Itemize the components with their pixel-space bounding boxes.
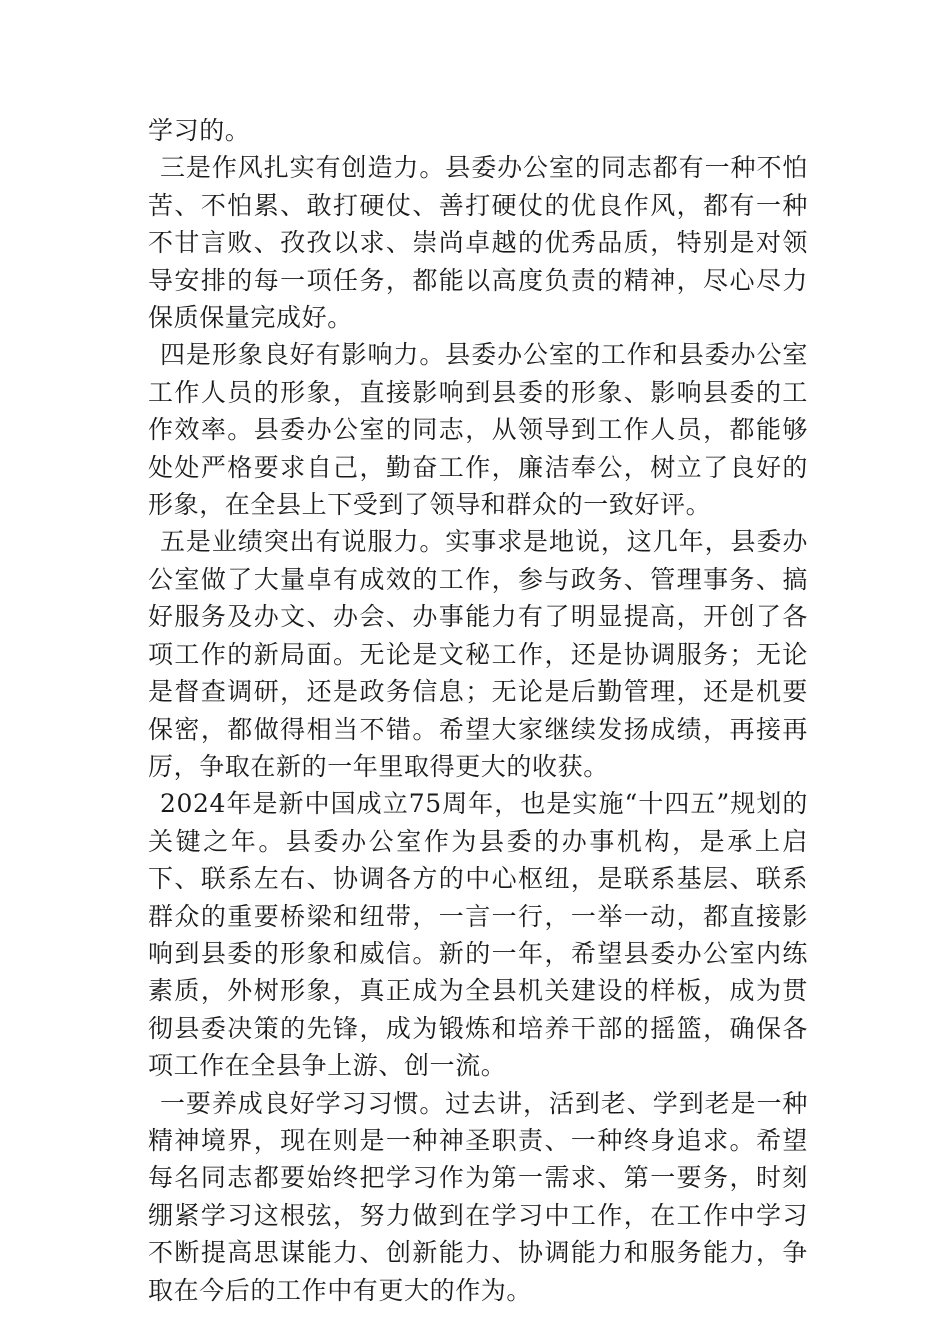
paragraph-image-influence: 四是形象良好有影响力。县委办公室的工作和县委办公室工作人员的形象，直接影响到县委的形象、影响县委的工作效率。县委办公室的同志，从领导到工作人员，都能够处处严格要求自己，勤奋工作，廉洁奉公，树立了良好的形象，在全县上下受到了领导和群众的一致好评。 <box>148 340 808 520</box>
document-page <box>148 112 808 1309</box>
paragraph-2024-outlook: 2024年是新中国成立75周年，也是实施“十四五”规划的关键之年。县委办公室作为县委的办事机构，是承上启下、联系左右、协调各方的中心枢纽，是联系基层、联系群众的重要桥梁和纽带，一言一行，一举一动，都直接影响到县委的形象和威信。新的一年，希望县委办公室内练素质，外树形象，真正成为全县机关建设的样板，成为贯彻县委决策的先锋，成为锻炼和培养干部的摇篮，确保各项工作在全县争上游、创一流。 <box>148 789 808 1081</box>
paragraph-work-style: 三是作风扎实有创造力。县委办公室的同志都有一种不怕苦、不怕累、敢打硬仗、善打硬仗的优良作风，都有一种不甘言败、孜孜以求、崇尚卓越的优秀品质，特别是对领导安排的每一项任务，都能以高度负责的精神，尽心尽力保质保量完成好。 <box>148 153 808 333</box>
paragraph-performance: 五是业绩突出有说服力。实事求是地说，这几年，县委办公室做了大量卓有成效的工作，参与政务、管理事务、搞好服务及办文、办会、办事能力有了明显提高，开创了各项工作的新局面。无论是文秘工作，还是协调服务；无论是督查调研，还是政务信息；无论是后勤管理，还是机要保密，都做得相当不错。希望大家继续发扬成绩，再接再厉，争取在新的一年里取得更大的收获。 <box>148 527 808 781</box>
paragraph-continuation: 学习的。 <box>148 116 251 145</box>
paragraph-learning-habits: 一要养成良好学习习惯。过去讲，活到老、学到老是一种精神境界，现在则是一种神圣职责、一种终身追求。希望每名同志都要始终把学习作为第一需求、第一要务，时刻绷紧学习这根弦，努力做到在学习中工作，在工作中学习不断提高思谋能力、创新能力、协调能力和服务能力，争取在今后的工作中有更大的作为。 <box>148 1088 808 1305</box>
